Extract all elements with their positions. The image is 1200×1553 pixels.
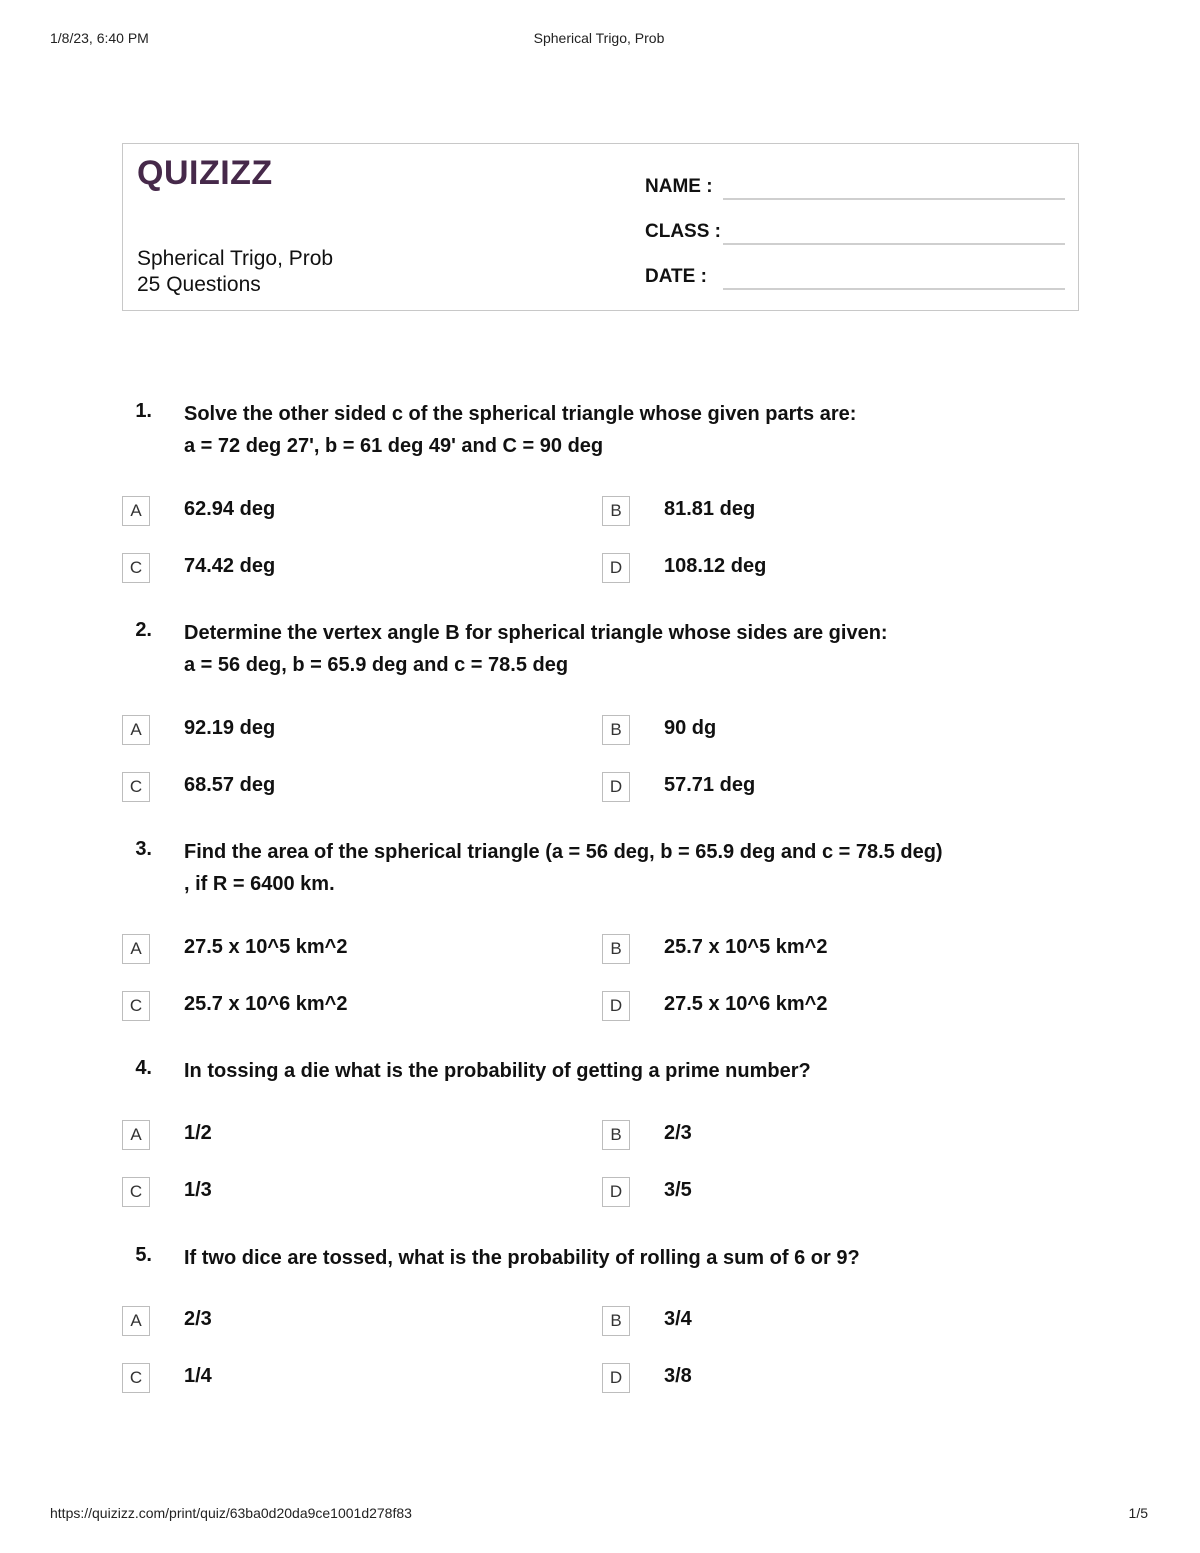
option-text: 57.71 deg <box>664 774 756 796</box>
option-letter-box: C <box>122 1177 150 1207</box>
question-number: 3. <box>135 838 152 860</box>
option-b[interactable] <box>602 1120 1022 1152</box>
question-line: If two dice are tossed, what is the probability of rolling a sum of 6 or 9? <box>184 1247 860 1269</box>
print-title: Spherical Trigo, Prob <box>533 30 665 46</box>
option-text: 81.81 deg <box>664 498 756 520</box>
option-a[interactable] <box>122 715 542 747</box>
class-label: CLASS : <box>645 221 721 242</box>
option-a[interactable] <box>122 1306 542 1338</box>
option-text: 3/5 <box>664 1179 692 1201</box>
question-text <box>184 398 984 462</box>
question-number: 2. <box>135 619 152 641</box>
name-field <box>645 170 1065 200</box>
option-c[interactable] <box>122 1177 542 1209</box>
option-letter-box: A <box>122 715 150 745</box>
option-text: 25.7 x 10^6 km^2 <box>184 993 348 1015</box>
worksheet-header <box>122 143 1079 311</box>
quiz-title: Spherical Trigo, Prob <box>137 247 334 270</box>
question-count: 25 Questions <box>137 273 261 296</box>
name-label: NAME : <box>645 176 713 197</box>
option-a[interactable] <box>122 496 542 528</box>
option-text: 92.19 deg <box>184 717 276 739</box>
option-letter-box: A <box>122 934 150 964</box>
question-line: Solve the other sided c of the spherical triangle whose given parts are: <box>184 403 857 425</box>
option-a[interactable] <box>122 934 542 966</box>
question-number: 1. <box>135 400 152 422</box>
question-number: 5. <box>135 1244 152 1266</box>
option-letter-box: D <box>602 772 630 802</box>
option-letter-box: D <box>602 553 630 583</box>
option-letter-box: B <box>602 934 630 964</box>
option-text: 25.7 x 10^5 km^2 <box>664 936 828 958</box>
option-c[interactable] <box>122 1363 542 1395</box>
option-text: 108.12 deg <box>664 555 767 577</box>
quizizz-logo: QUIZIZZ <box>137 154 273 192</box>
print-footer <box>50 1505 1148 1525</box>
option-b[interactable] <box>602 1306 1022 1338</box>
question-text <box>184 1055 984 1087</box>
question-line: , if R = 6400 km. <box>184 873 335 895</box>
question-line: a = 56 deg, b = 65.9 deg and c = 78.5 deg <box>184 654 569 676</box>
option-letter-box: D <box>602 991 630 1021</box>
quiz-title-block <box>137 246 333 298</box>
option-letter-box: D <box>602 1363 630 1393</box>
option-b[interactable] <box>602 496 1022 528</box>
option-text: 27.5 x 10^6 km^2 <box>664 993 828 1015</box>
option-c[interactable] <box>122 553 542 585</box>
option-d[interactable] <box>602 991 1022 1023</box>
option-letter-box: A <box>122 496 150 526</box>
question-line: In tossing a die what is the probability of getting a prime number? <box>184 1060 811 1082</box>
question-text <box>184 836 984 900</box>
option-letter-box: B <box>602 715 630 745</box>
option-letter-box: C <box>122 553 150 583</box>
option-text: 27.5 x 10^5 km^2 <box>184 936 348 958</box>
question-line: Find the area of the spherical triangle (a = 56 deg, b = 65.9 deg and c = 78.5 deg) <box>184 841 943 863</box>
print-header <box>50 30 1148 50</box>
option-letter-box: A <box>122 1306 150 1336</box>
option-text: 1/3 <box>184 1179 212 1201</box>
option-c[interactable] <box>122 772 542 804</box>
option-text: 62.94 deg <box>184 498 276 520</box>
option-letter-box: C <box>122 991 150 1021</box>
question-line: Determine the vertex angle B for spherical triangle whose sides are given: <box>184 622 888 644</box>
option-text: 68.57 deg <box>184 774 276 796</box>
option-text: 1/2 <box>184 1122 212 1144</box>
print-datetime: 1/8/23, 6:40 PM <box>50 30 149 46</box>
question-text <box>184 1242 984 1274</box>
option-text: 90 dg <box>664 717 717 739</box>
option-b[interactable] <box>602 715 1022 747</box>
date-blank-line <box>723 288 1065 290</box>
option-letter-box: C <box>122 1363 150 1393</box>
question-text <box>184 617 984 681</box>
option-d[interactable] <box>602 1363 1022 1395</box>
option-letter-box: D <box>602 1177 630 1207</box>
option-text: 74.42 deg <box>184 555 276 577</box>
option-letter-box: A <box>122 1120 150 1150</box>
option-d[interactable] <box>602 1177 1022 1209</box>
option-text: 3/8 <box>664 1365 692 1387</box>
option-a[interactable] <box>122 1120 542 1152</box>
option-text: 3/4 <box>664 1308 692 1330</box>
option-text: 2/3 <box>184 1308 212 1330</box>
option-d[interactable] <box>602 772 1022 804</box>
option-letter-box: B <box>602 1306 630 1336</box>
option-letter-box: C <box>122 772 150 802</box>
class-blank-line <box>723 243 1065 245</box>
name-blank-line <box>723 198 1065 200</box>
option-letter-box: B <box>602 496 630 526</box>
option-text: 2/3 <box>664 1122 692 1144</box>
page-number: 1/5 <box>1128 1505 1148 1521</box>
date-field <box>645 260 1065 290</box>
option-text: 1/4 <box>184 1365 212 1387</box>
date-label: DATE : <box>645 266 707 287</box>
option-b[interactable] <box>602 934 1022 966</box>
class-field <box>645 215 1065 245</box>
question-number: 4. <box>135 1057 152 1079</box>
print-url: https://quizizz.com/print/quiz/63ba0d20da9ce1001d278f83 <box>50 1505 412 1521</box>
option-letter-box: B <box>602 1120 630 1150</box>
question-line: a = 72 deg 27', b = 61 deg 49' and C = 90 deg <box>184 435 604 457</box>
option-c[interactable] <box>122 991 542 1023</box>
option-d[interactable] <box>602 553 1022 585</box>
